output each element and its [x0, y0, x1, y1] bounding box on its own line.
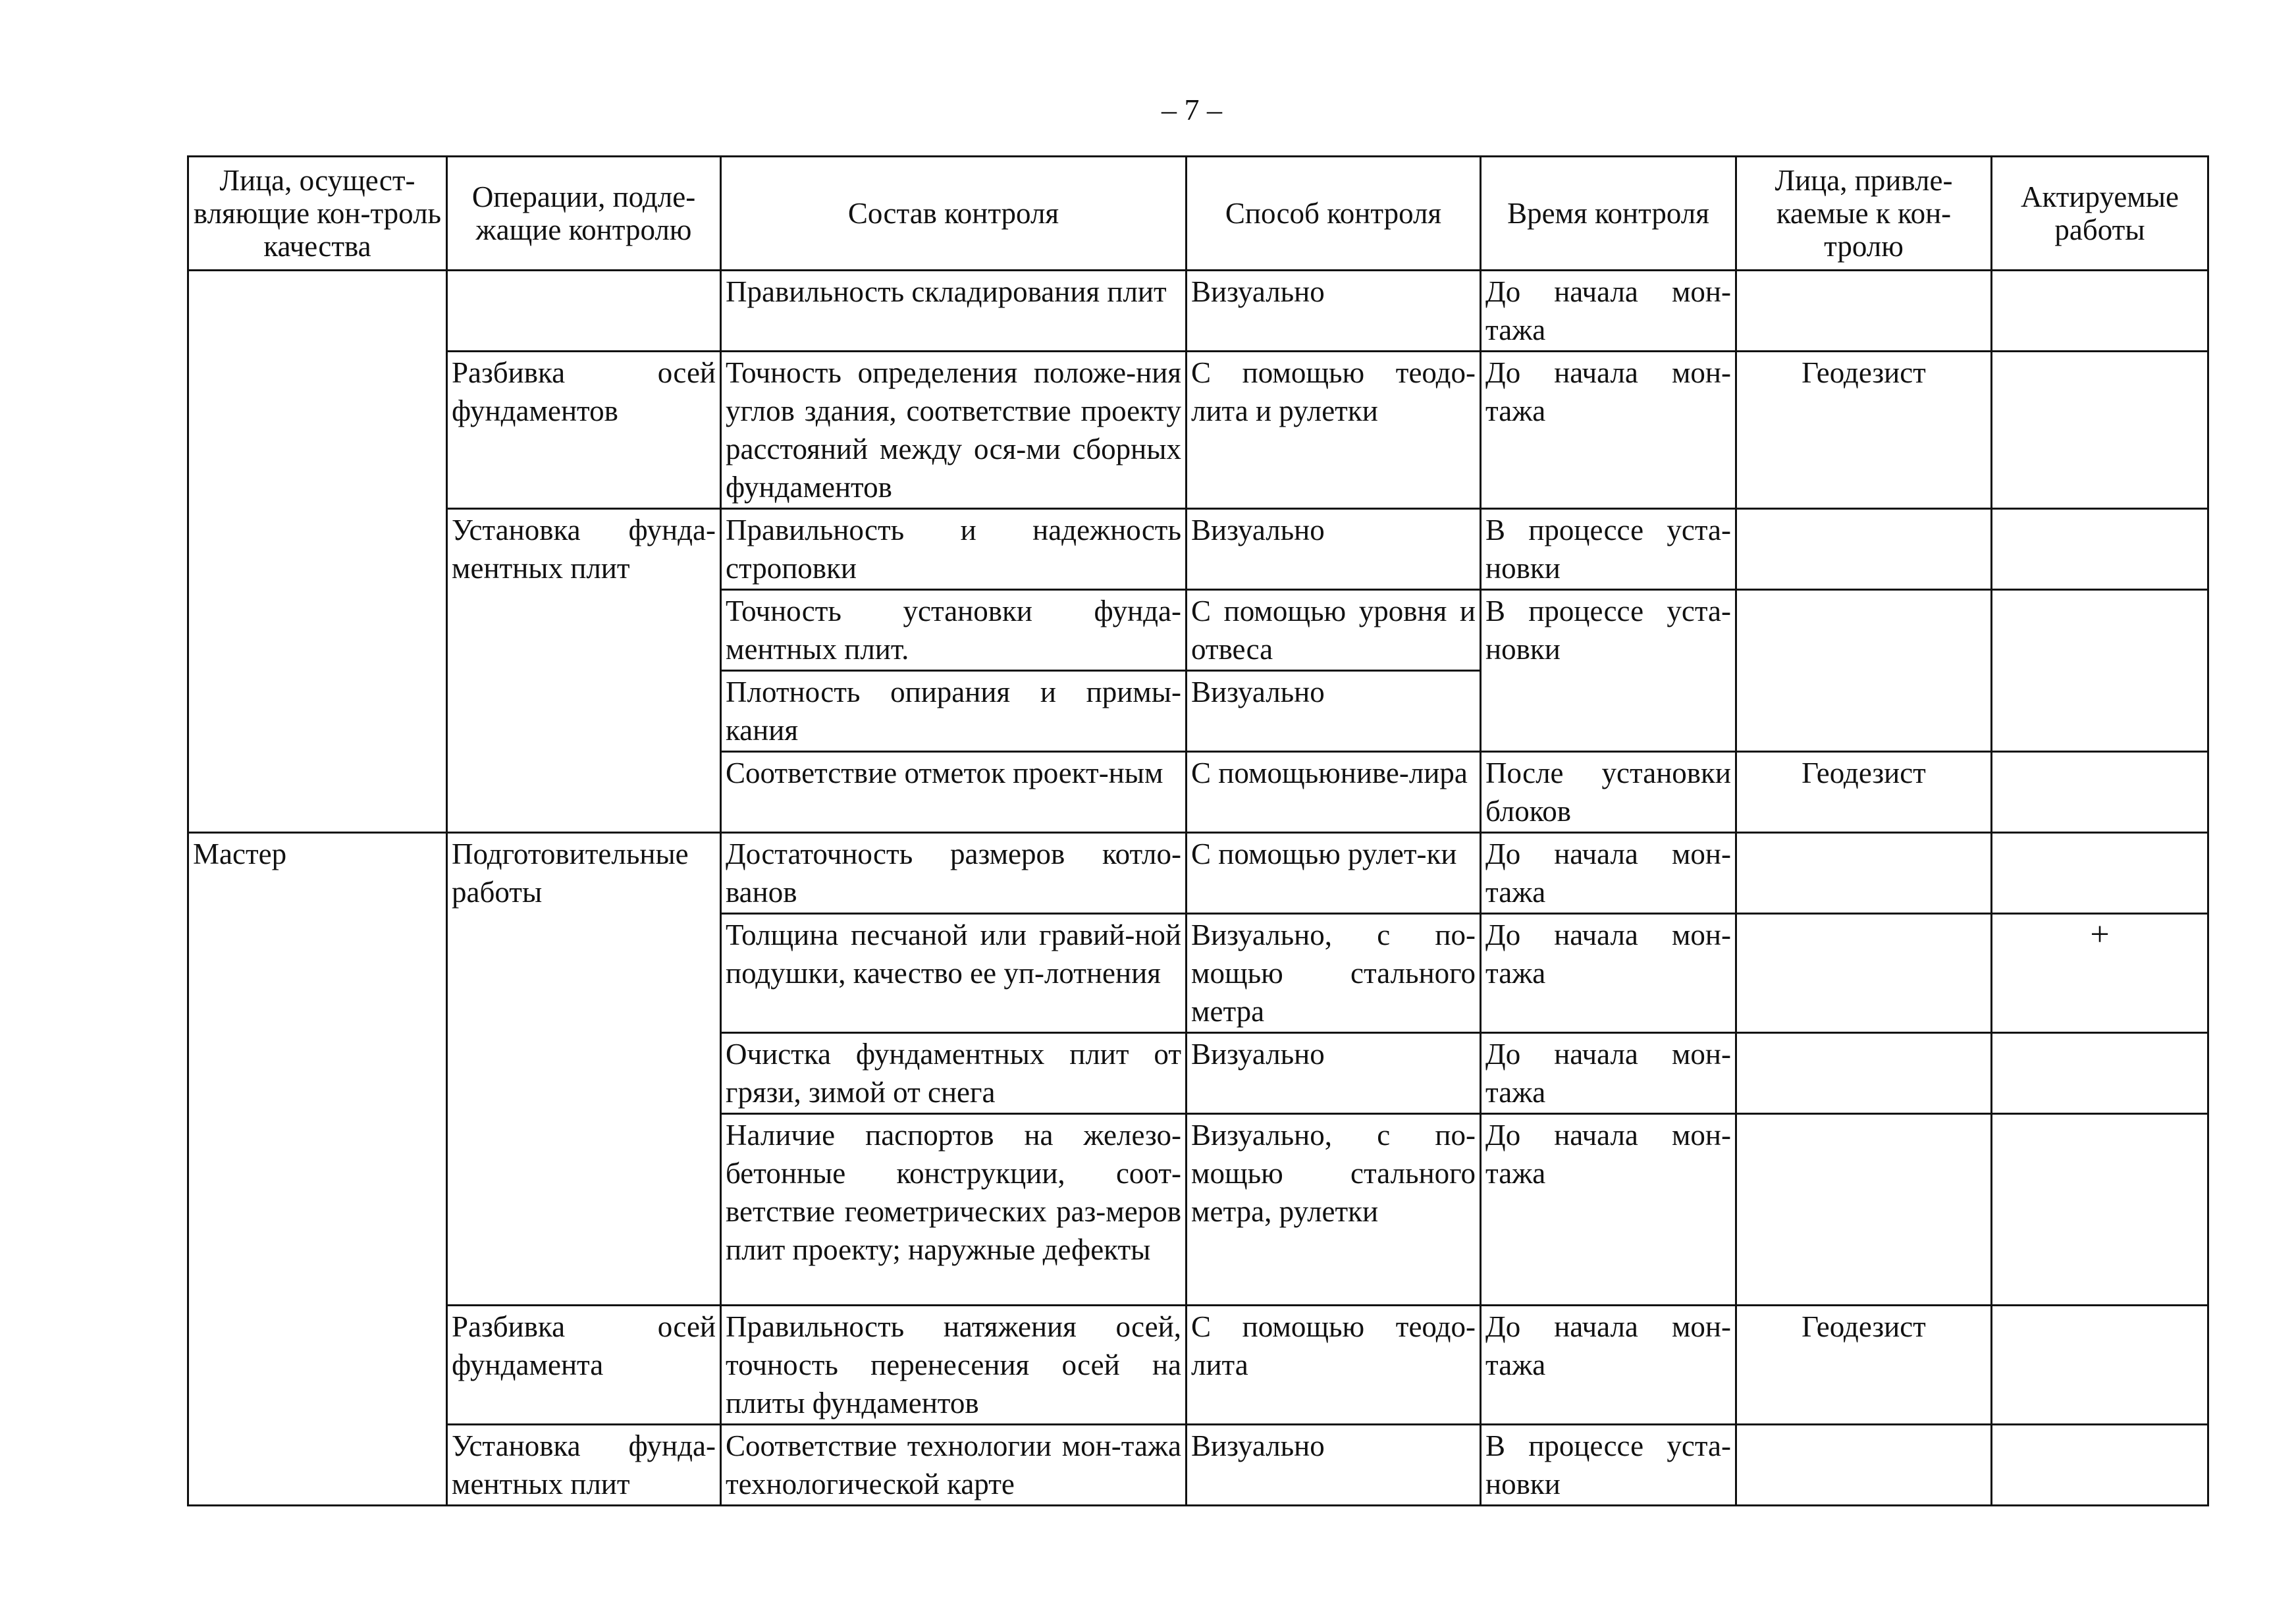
- operation-cell: Разбивка осей фундамента: [447, 1306, 721, 1425]
- time-cell: До начала мон-тажа: [1481, 1033, 1736, 1114]
- composition-cell: Плотность опирания и примы-кания: [721, 671, 1187, 752]
- time-cell: В процессе уста-новки: [1481, 1425, 1736, 1506]
- acted-cell: +: [1992, 914, 2208, 1033]
- operation-cell: [447, 271, 721, 352]
- acted-cell: [1992, 590, 2208, 752]
- table-row: [188, 271, 2208, 352]
- involved-cell: [1736, 833, 1992, 914]
- involved-cell: [1736, 914, 1992, 1033]
- table-row: [188, 1425, 2208, 1506]
- header-composition: Состав контроля: [721, 157, 1187, 271]
- involved-cell: Геодезист: [1736, 752, 1992, 833]
- operation-cell: Разбивка осей фундаментов: [447, 352, 721, 509]
- time-cell: В процессе уста-новки: [1481, 509, 1736, 590]
- header-persons: Лица, осущест-вляющие кон-троль качества: [188, 157, 447, 271]
- composition-cell: Точность определения положе-ния углов здания, соответствие проекту расстояний между ося-ми сборных фундаментов: [721, 352, 1187, 509]
- time-cell: До начала мон-тажа: [1481, 833, 1736, 914]
- composition-cell: Очистка фундаментных плит от грязи, зимой от снега: [721, 1033, 1187, 1114]
- table-row: [188, 509, 2208, 590]
- quality-control-table: [187, 155, 2209, 1506]
- header-row: [188, 157, 2208, 271]
- time-cell: В процессе уста-новки: [1481, 590, 1736, 752]
- acted-cell: [1992, 352, 2208, 509]
- header-method: Способ контроля: [1187, 157, 1481, 271]
- operation-cell: Подготовительные работы: [447, 833, 721, 1306]
- composition-cell: Достаточность размеров котло-ванов: [721, 833, 1187, 914]
- time-cell: До начала мон-тажа: [1481, 352, 1736, 509]
- method-cell: Визуально: [1187, 1425, 1481, 1506]
- method-cell: С помощью уровня и отвеса: [1187, 590, 1481, 671]
- method-cell: Визуально, с по-мощью стального метра: [1187, 914, 1481, 1033]
- method-cell: С помощью рулет-ки: [1187, 833, 1481, 914]
- composition-cell: Правильность натяжения осей, точность перенесения осей на плиты фундаментов: [721, 1306, 1187, 1425]
- time-cell: До начала мон-тажа: [1481, 271, 1736, 352]
- table-row: [188, 1306, 2208, 1425]
- involved-cell: [1736, 1425, 1992, 1506]
- involved-cell: [1736, 590, 1992, 752]
- header-acted: Актируемые работы: [1992, 157, 2208, 271]
- acted-cell: [1992, 752, 2208, 833]
- table-row: [188, 833, 2208, 914]
- involved-cell: [1736, 1114, 1992, 1306]
- time-cell: До начала мон-тажа: [1481, 1114, 1736, 1306]
- method-cell: С помощью теодо-лита и рулетки: [1187, 352, 1481, 509]
- table-row: [188, 352, 2208, 509]
- method-cell: Визуально: [1187, 509, 1481, 590]
- method-cell: Визуально: [1187, 671, 1481, 752]
- acted-cell: [1992, 509, 2208, 590]
- acted-cell: [1992, 833, 2208, 914]
- involved-cell: [1736, 1033, 1992, 1114]
- operation-cell: Установка фунда-ментных плит: [447, 1425, 721, 1506]
- composition-cell: Правильность складирования плит: [721, 271, 1187, 352]
- composition-cell: Толщина песчаной или гравий-ной подушки, качество ее уп-лотнения: [721, 914, 1187, 1033]
- header-involved: Лица, привле-каемые к кон-тролю: [1736, 157, 1992, 271]
- persons-cell: [188, 271, 447, 833]
- operation-cell: Установка фунда-ментных плит: [447, 509, 721, 833]
- involved-cell: Геодезист: [1736, 1306, 1992, 1425]
- time-cell: До начала мон-тажа: [1481, 1306, 1736, 1425]
- composition-cell: Правильность и надежность строповки: [721, 509, 1187, 590]
- page-number: – 7 –: [1161, 93, 1222, 126]
- involved-cell: [1736, 271, 1992, 352]
- involved-cell: Геодезист: [1736, 352, 1992, 509]
- involved-cell: [1736, 509, 1992, 590]
- composition-cell: Наличие паспортов на железо-бетонные конструкции, соот-ветствие геометрических раз-меров плит проекту; наружные дефекты: [721, 1114, 1187, 1306]
- composition-cell: Точность установки фунда-ментных плит.: [721, 590, 1187, 671]
- method-cell: Визуально: [1187, 1033, 1481, 1114]
- method-cell: С помощьюниве-лира: [1187, 752, 1481, 833]
- acted-cell: [1992, 1306, 2208, 1425]
- time-cell: После установки блоков: [1481, 752, 1736, 833]
- header-time: Время контроля: [1481, 157, 1736, 271]
- acted-cell: [1992, 1033, 2208, 1114]
- header-operations: Операции, подле-жащие контролю: [447, 157, 721, 271]
- acted-cell: [1992, 1114, 2208, 1306]
- method-cell: Визуально, с по-мощью стального метра, рулетки: [1187, 1114, 1481, 1306]
- method-cell: Визуально: [1187, 271, 1481, 352]
- acted-cell: [1992, 1425, 2208, 1506]
- composition-cell: Соответствие технологии мон-тажа технологической карте: [721, 1425, 1187, 1506]
- time-cell: До начала мон-тажа: [1481, 914, 1736, 1033]
- method-cell: С помощью теодо-лита: [1187, 1306, 1481, 1425]
- acted-cell: [1992, 271, 2208, 352]
- composition-cell: Соответствие отметок проект-ным: [721, 752, 1187, 833]
- persons-cell: Мастер: [188, 833, 447, 1506]
